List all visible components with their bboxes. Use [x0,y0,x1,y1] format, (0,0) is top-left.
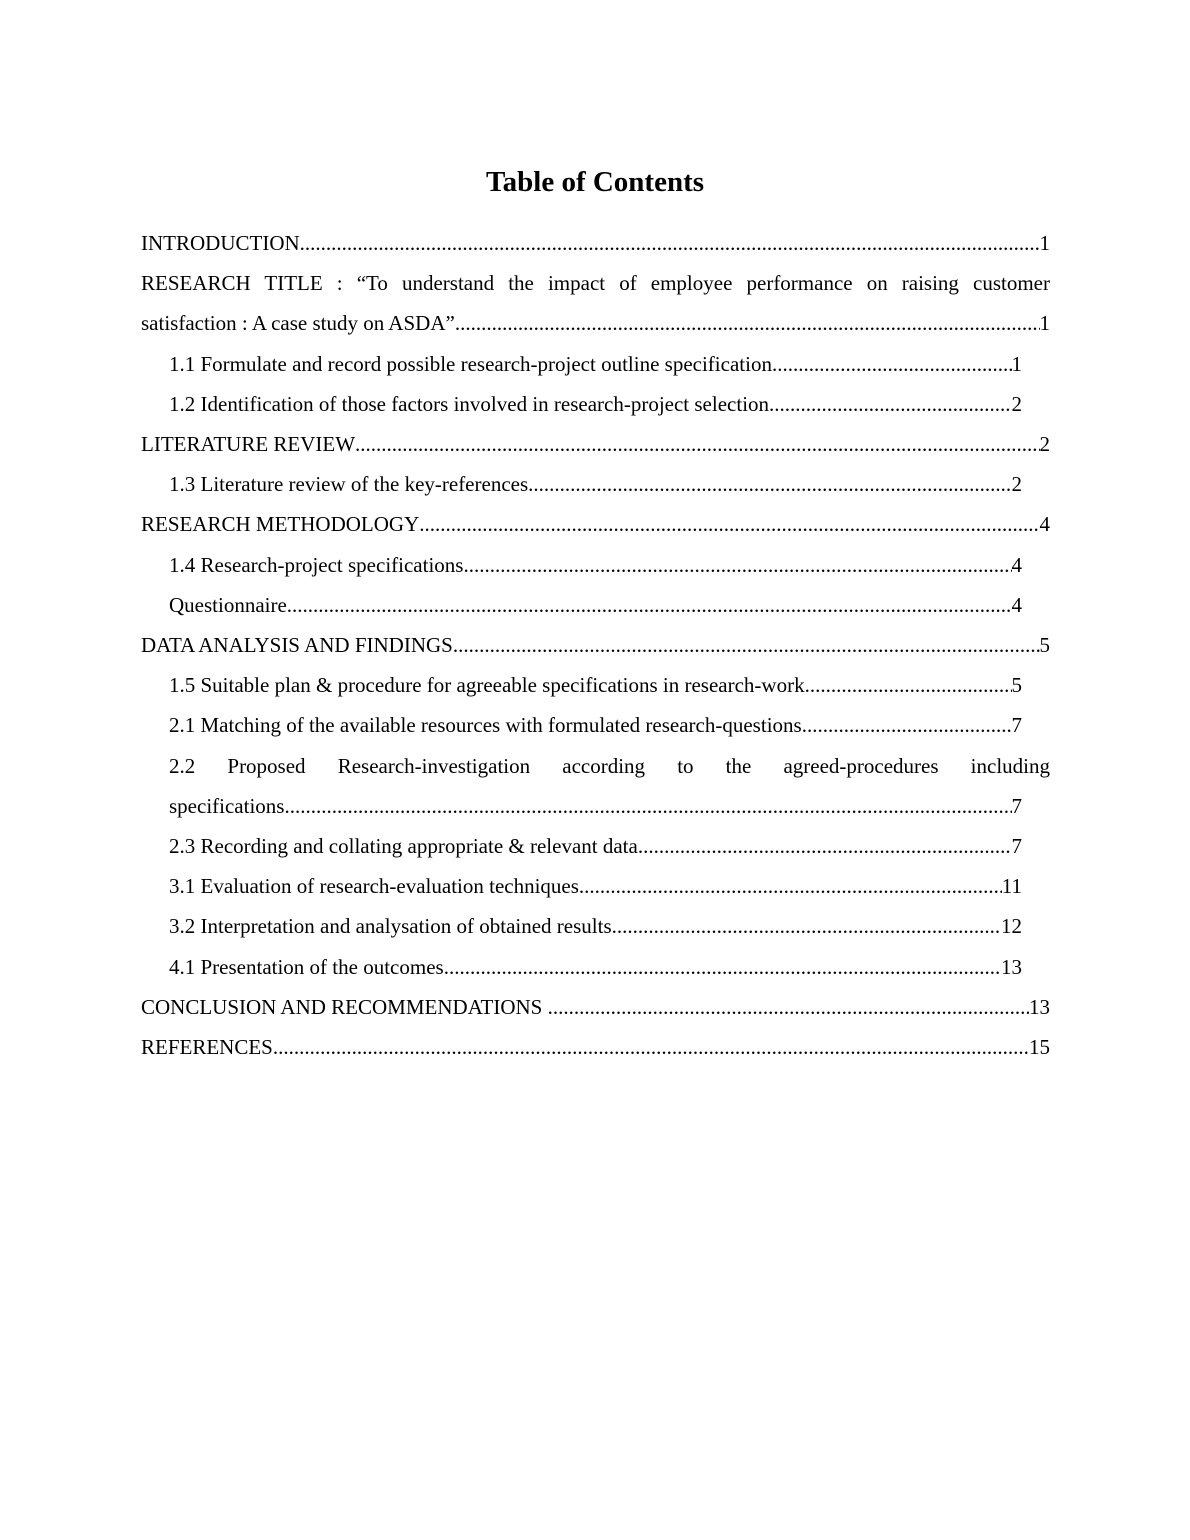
dot-leader [638,826,1012,866]
dot-leader [772,344,1012,384]
dot-leader [805,665,1012,705]
toc-page-number: 4 [1039,512,1050,537]
toc-entry-text-line2: specifications [169,793,285,818]
toc-entry-conclusion[interactable] [141,987,1050,1027]
dot-leader [463,545,1011,585]
dot-leader [273,1027,1029,1067]
toc-entry-3-2[interactable] [169,906,1022,946]
toc-entry-text: 2.3 Recording and collating appropriate & relevant data [169,834,638,859]
toc-page-number: 5 [1039,633,1050,658]
dot-leader [769,384,1011,424]
toc-page-number: 5 [1011,673,1022,698]
toc-entry-4-1[interactable] [169,947,1022,987]
toc-entry-2-2[interactable] [169,746,1050,826]
dot-leader [453,625,1040,665]
toc-entry-literature-review[interactable] [141,424,1050,464]
toc-entry-references[interactable] [141,1027,1050,1067]
toc-page-number: 2 [1011,391,1022,416]
toc-entry-questionnaire[interactable] [169,585,1022,625]
dot-leader [528,464,1011,504]
toc-entry-2-1[interactable] [169,705,1022,745]
toc-entry-text: REFERENCES [141,1035,273,1060]
toc-entry-text: 2.1 Matching of the available resources with formulated research-questions [169,713,802,738]
toc-entry-text: RESEARCH METHODOLOGY [141,512,420,537]
toc-entry-text: 4.1 Presentation of the outcomes [169,954,444,979]
toc-page-number: 2 [1039,432,1050,457]
dot-leader [455,303,1040,343]
toc-page-number: 4 [1011,592,1022,617]
toc-entry-1-2[interactable] [169,384,1022,424]
toc-entry-text: 1.5 Suitable plan & procedure for agreeable specifications in research-work [169,673,805,698]
toc-entry-1-5[interactable] [169,665,1022,705]
toc-page-number: 7 [1011,834,1022,859]
toc-entry-text: 1.2 Identification of those factors involved in research-project selection [169,391,770,416]
toc-entry-text: LITERATURE REVIEW [141,432,356,457]
toc-page-number: 12 [1001,914,1022,939]
toc-page-number: 1 [1039,311,1050,336]
toc-page-number: 13 [1029,994,1050,1019]
toc-entry-text: 1.1 Formulate and record possible research-project outline specification [169,351,772,376]
page-title: Table of Contents [485,166,705,198]
dot-leader [802,705,1012,745]
toc-entry-text-line1: 2.2 Proposed Research-investigation according to the agreed-procedures including [169,753,1050,778]
table-of-contents [141,223,1050,1067]
toc-entry-2-3[interactable] [169,826,1022,866]
toc-entry-text: 3.2 Interpretation and analysation of obtained results [169,914,612,939]
dot-leader [355,424,1039,464]
toc-entry-research-title[interactable] [141,263,1050,343]
toc-page-number: 2 [1011,472,1022,497]
toc-entry-data-analysis[interactable] [141,625,1050,665]
toc-entry-text: 1.4 Research-project specifications [169,552,464,577]
toc-page-number: 1 [1039,231,1050,255]
dot-leader [612,906,1001,946]
dot-leader [579,866,1002,906]
toc-entry-text: Questionnaire [169,592,287,617]
toc-page-number: 15 [1029,1035,1050,1060]
toc-page-number: 7 [1011,713,1022,738]
toc-entry-1-1[interactable] [169,344,1022,384]
toc-entry-text: INTRODUCTION [141,231,300,255]
toc-page-number: 4 [1011,552,1022,577]
toc-entry-text: 3.1 Evaluation of research-evaluation techniques [169,874,579,899]
toc-page-number: 1 [1011,351,1022,376]
toc-entry-text: CONCLUSION AND RECOMMENDATIONS [141,994,548,1019]
toc-entry-1-4[interactable] [169,545,1022,585]
toc-page-number: 11 [1001,874,1022,899]
toc-entry-introduction[interactable] [141,223,1050,263]
dot-leader [419,504,1039,544]
toc-page-number: 13 [1001,954,1022,979]
dot-leader [287,585,1012,625]
toc-entry-text-line1: RESEARCH TITLE : “To understand the impact of employee performance on raising customer [141,271,1050,296]
toc-entry-text-line2: satisfaction : A case study on ASDA” [141,311,455,336]
toc-page-number: 7 [1011,793,1022,818]
dot-leader [548,987,1029,1027]
dot-leader [284,786,1011,826]
toc-entry-text: DATA ANALYSIS AND FINDINGS [141,633,453,658]
toc-entry-text: 1.3 Literature review of the key-references [169,472,529,497]
toc-entry-research-methodology[interactable] [141,504,1050,544]
dot-leader [444,947,1001,987]
toc-entry-3-1[interactable] [169,866,1022,906]
toc-entry-1-3[interactable] [169,464,1022,504]
dot-leader [300,223,1040,263]
